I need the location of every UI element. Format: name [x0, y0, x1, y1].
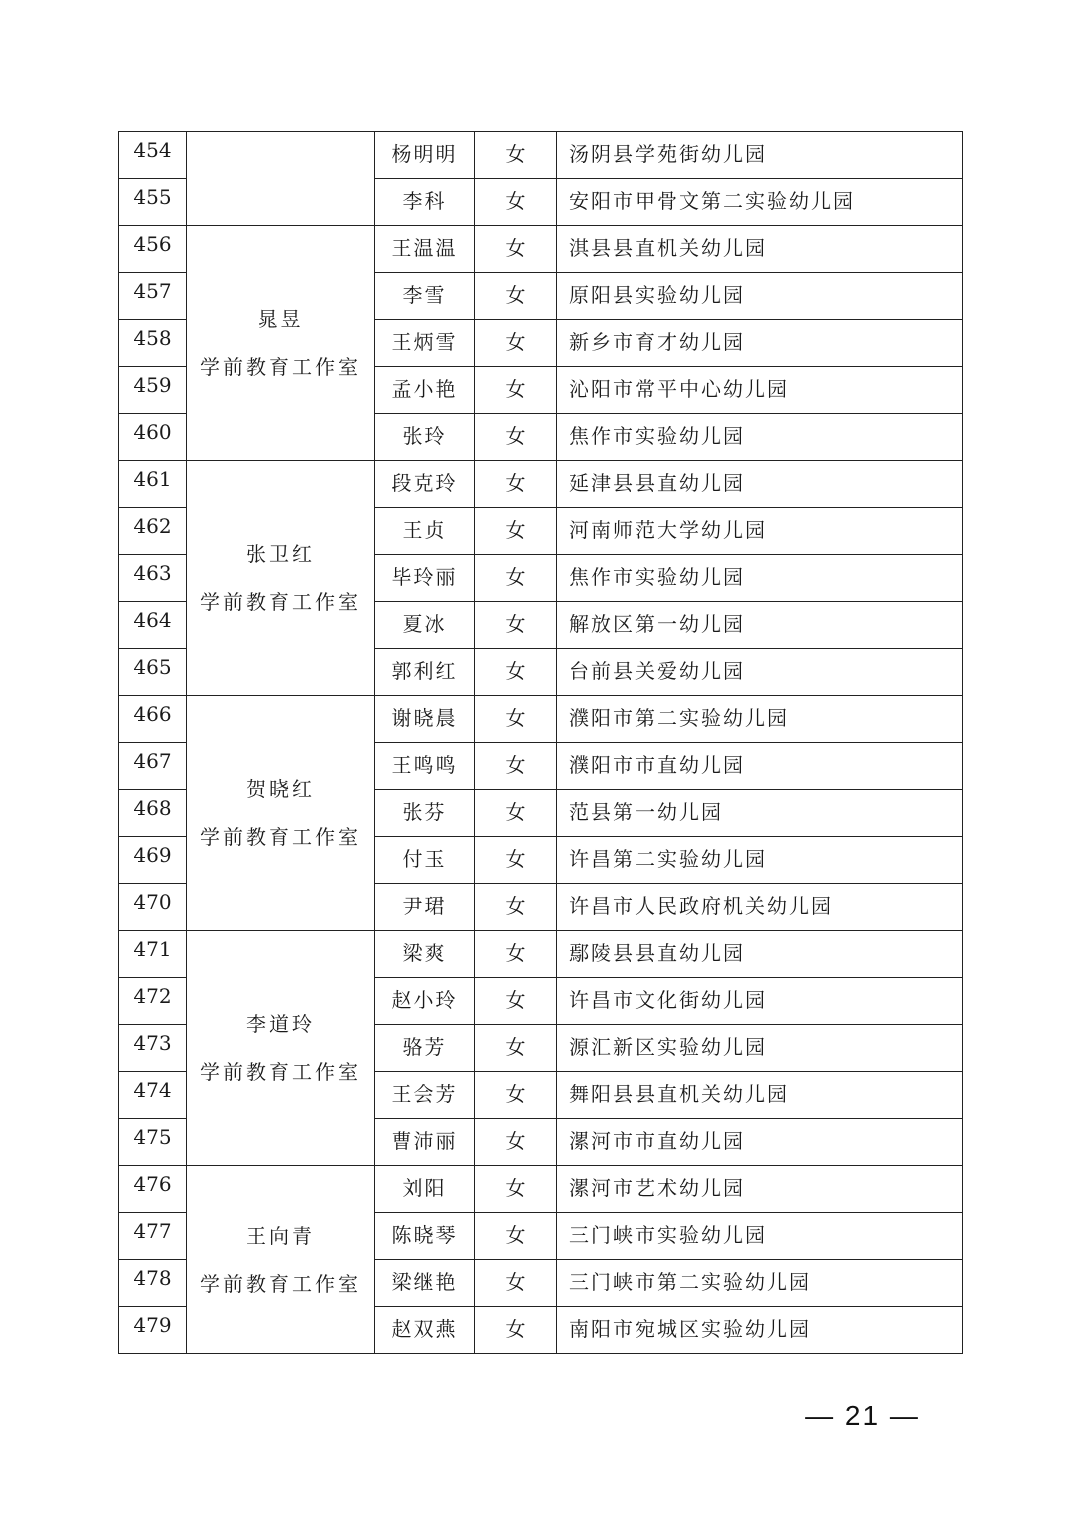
studio-leader-name: 王向青: [246, 1223, 315, 1248]
member-gender: 女: [475, 743, 557, 790]
member-gender: 女: [475, 555, 557, 602]
studio-group-cell: [187, 1166, 375, 1354]
member-name: 王炳雪: [375, 320, 475, 367]
member-name: 刘阳: [375, 1166, 475, 1213]
studio-title: 学前教育工作室: [200, 590, 361, 614]
member-gender: 女: [475, 1260, 557, 1307]
row-number: 477: [119, 1213, 187, 1260]
member-unit: 鄢陵县县直幼儿园: [557, 931, 963, 978]
studio-leader-name: 晁昱: [257, 307, 304, 331]
member-gender: 女: [475, 461, 557, 508]
row-number: 479: [119, 1307, 187, 1354]
member-gender: 女: [475, 132, 557, 179]
member-unit: 漯河市艺术幼儿园: [557, 1166, 963, 1213]
member-name: 杨明明: [375, 132, 475, 179]
member-gender: 女: [475, 273, 557, 320]
studio-group-cell: [187, 132, 375, 226]
member-name: 陈晓琴: [375, 1213, 475, 1260]
row-number: 468: [119, 790, 187, 837]
member-name: 付玉: [375, 837, 475, 884]
member-unit: 焦作市实验幼儿园: [557, 414, 963, 461]
member-name: 王温温: [375, 226, 475, 273]
row-number: 461: [119, 461, 187, 508]
member-gender: 女: [475, 1119, 557, 1166]
member-name: 夏冰: [375, 602, 475, 649]
studio-title: 学前教育工作室: [200, 825, 361, 849]
member-unit: 新乡市育才幼儿园: [557, 320, 963, 367]
member-name: 谢晓晨: [375, 696, 475, 743]
studio-group-cell: [187, 931, 375, 1166]
row-number: 458: [119, 320, 187, 367]
row-number: 454: [119, 132, 187, 179]
member-unit: 汤阴县学苑街幼儿园: [557, 132, 963, 179]
member-gender: 女: [475, 414, 557, 461]
member-gender: 女: [475, 179, 557, 226]
member-unit: 台前县关爱幼儿园: [557, 649, 963, 696]
row-number: 455: [119, 179, 187, 226]
member-unit: 许昌市人民政府机关幼儿园: [557, 884, 963, 931]
member-gender: 女: [475, 1025, 557, 1072]
member-gender: 女: [475, 837, 557, 884]
member-gender: 女: [475, 508, 557, 555]
member-unit: 濮阳市市直幼儿园: [557, 743, 963, 790]
member-unit: 原阳县实验幼儿园: [557, 273, 963, 320]
member-gender: 女: [475, 1307, 557, 1354]
row-number: 460: [119, 414, 187, 461]
studio-leader-name: 贺晓红: [246, 777, 315, 801]
row-number: 476: [119, 1166, 187, 1213]
roster-body: [119, 132, 963, 1354]
row-number: 472: [119, 978, 187, 1025]
member-unit: 沁阳市常平中心幼儿园: [557, 367, 963, 414]
row-number: 478: [119, 1260, 187, 1307]
row-number: 470: [119, 884, 187, 931]
page-number: — 21 —: [805, 1400, 920, 1431]
member-name: 段克玲: [375, 461, 475, 508]
member-unit: 舞阳县县直机关幼儿园: [557, 1072, 963, 1119]
row-number: 474: [119, 1072, 187, 1119]
member-gender: 女: [475, 978, 557, 1025]
table-row: [119, 132, 963, 179]
row-number: 462: [119, 508, 187, 555]
studio-leader-name: 张卫红: [246, 542, 315, 566]
member-gender: 女: [475, 696, 557, 743]
row-number: 467: [119, 743, 187, 790]
member-name: 尹珺: [375, 884, 475, 931]
member-name: 王鸣鸣: [375, 743, 475, 790]
row-number: 466: [119, 696, 187, 743]
member-gender: 女: [475, 367, 557, 414]
member-unit: 解放区第一幼儿园: [557, 602, 963, 649]
member-gender: 女: [475, 649, 557, 696]
member-unit: 三门峡市实验幼儿园: [557, 1213, 963, 1260]
studio-group-cell: [187, 696, 375, 931]
member-name: 赵小玲: [375, 978, 475, 1025]
member-name: 张玲: [375, 414, 475, 461]
member-unit: 漯河市市直幼儿园: [557, 1119, 963, 1166]
row-number: 463: [119, 555, 187, 602]
row-number: 456: [119, 226, 187, 273]
member-unit: 濮阳市第二实验幼儿园: [557, 696, 963, 743]
table-row: [119, 696, 963, 743]
member-unit: 三门峡市第二实验幼儿园: [557, 1260, 963, 1307]
member-name: 梁继艳: [375, 1260, 475, 1307]
member-unit: 南阳市宛城区实验幼儿园: [557, 1307, 963, 1354]
member-name: 骆芳: [375, 1025, 475, 1072]
studio-title: 学前教育工作室: [200, 1271, 361, 1296]
member-unit: 延津县县直幼儿园: [557, 461, 963, 508]
studio-leader-name: 李道玲: [246, 1012, 315, 1036]
member-gender: 女: [475, 226, 557, 273]
member-name: 孟小艳: [375, 367, 475, 414]
member-gender: 女: [475, 1166, 557, 1213]
table-row: [119, 1166, 963, 1213]
member-gender: 女: [475, 1213, 557, 1260]
member-unit: 许昌第二实验幼儿园: [557, 837, 963, 884]
row-number: 473: [119, 1025, 187, 1072]
table-row: [119, 461, 963, 508]
row-number: 471: [119, 931, 187, 978]
member-name: 梁爽: [375, 931, 475, 978]
member-unit: 河南师范大学幼儿园: [557, 508, 963, 555]
member-unit: 源汇新区实验幼儿园: [557, 1025, 963, 1072]
member-gender: 女: [475, 790, 557, 837]
member-name: 曹沛丽: [375, 1119, 475, 1166]
member-unit: 淇县县直机关幼儿园: [557, 226, 963, 273]
member-gender: 女: [475, 602, 557, 649]
studio-group-cell: [187, 226, 375, 461]
row-number: 469: [119, 837, 187, 884]
member-gender: 女: [475, 320, 557, 367]
member-name: 王贞: [375, 508, 475, 555]
row-number: 465: [119, 649, 187, 696]
row-number: 459: [119, 367, 187, 414]
member-name: 郭利红: [375, 649, 475, 696]
member-name: 赵双燕: [375, 1307, 475, 1354]
member-name: 张芬: [375, 790, 475, 837]
member-unit: 焦作市实验幼儿园: [557, 555, 963, 602]
member-unit: 安阳市甲骨文第二实验幼儿园: [557, 179, 963, 226]
row-number: 457: [119, 273, 187, 320]
member-name: 李科: [375, 179, 475, 226]
studio-title: 学前教育工作室: [200, 1060, 361, 1084]
roster-table: [118, 131, 963, 1354]
member-gender: 女: [475, 931, 557, 978]
row-number: 475: [119, 1119, 187, 1166]
member-name: 李雪: [375, 273, 475, 320]
table-row: [119, 226, 963, 273]
row-number: 464: [119, 602, 187, 649]
member-gender: 女: [475, 884, 557, 931]
member-name: 王会芳: [375, 1072, 475, 1119]
member-name: 毕玲丽: [375, 555, 475, 602]
member-unit: 许昌市文化街幼儿园: [557, 978, 963, 1025]
table-row: [119, 931, 963, 978]
member-gender: 女: [475, 1072, 557, 1119]
studio-group-cell: [187, 461, 375, 696]
member-unit: 范县第一幼儿园: [557, 790, 963, 837]
studio-title: 学前教育工作室: [200, 355, 361, 379]
